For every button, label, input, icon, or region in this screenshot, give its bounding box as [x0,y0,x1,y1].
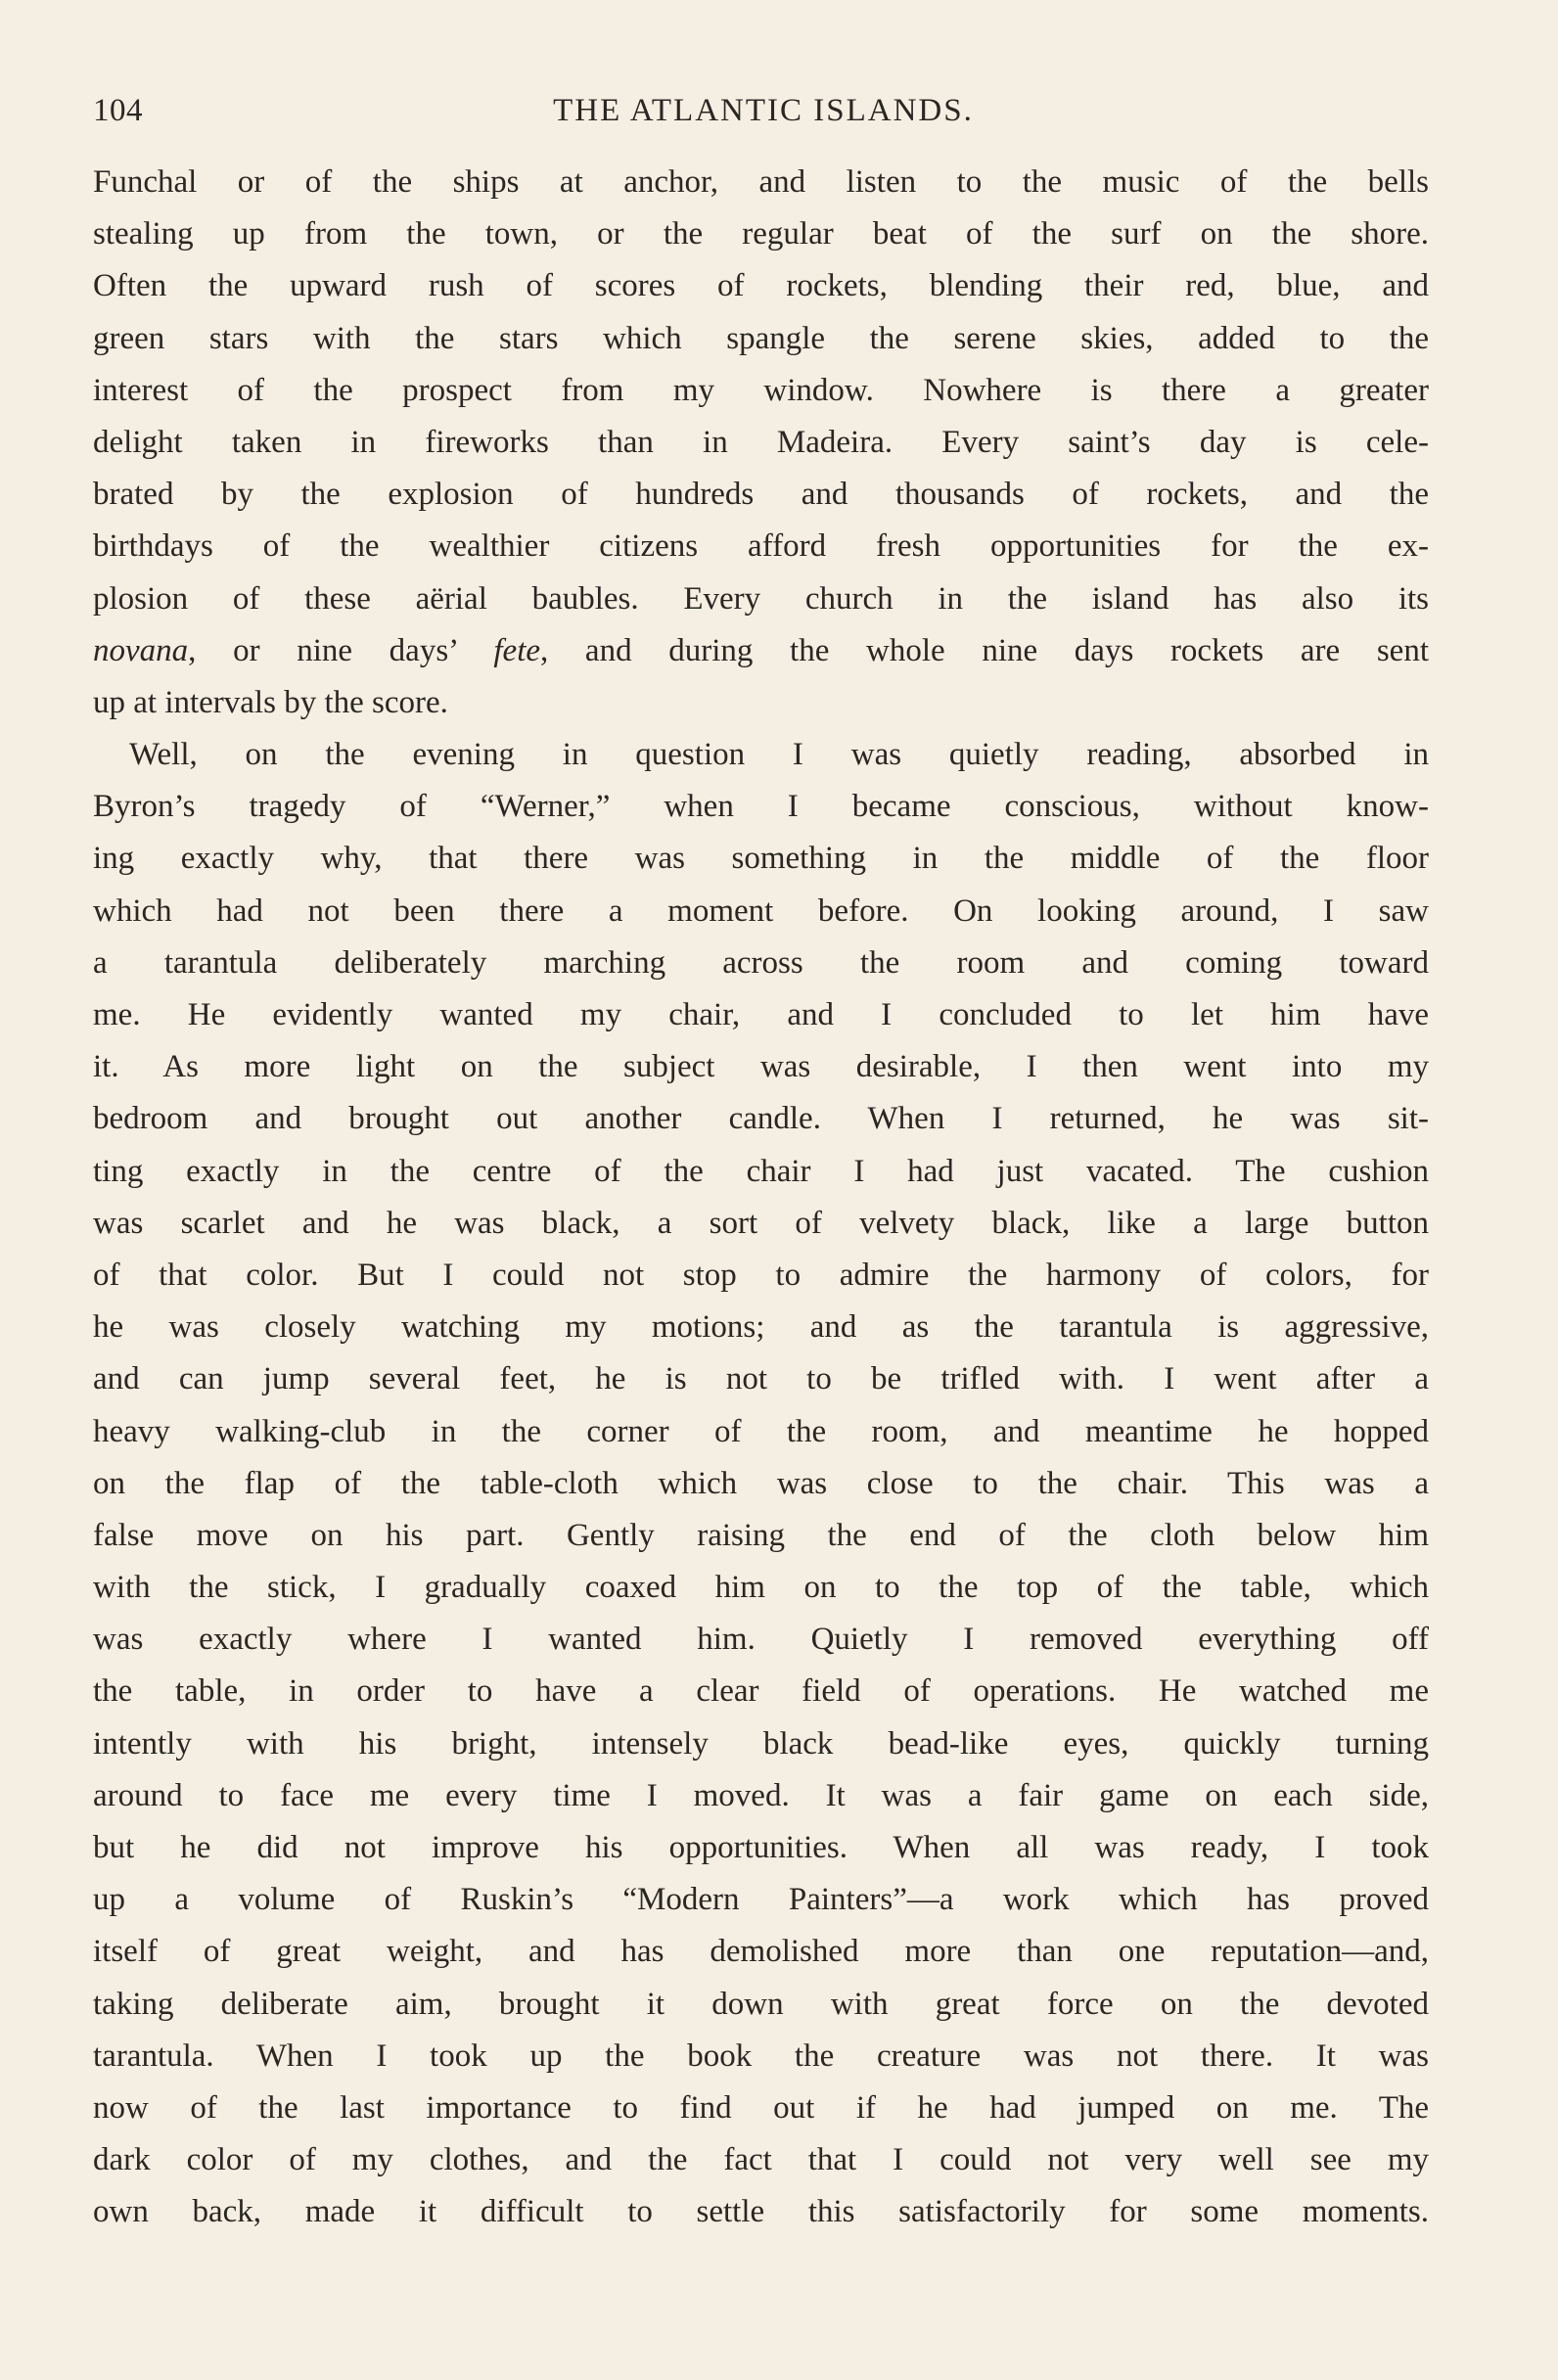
text-line: own back, made it difficult to settle this satisfactorily for some moments. [93,2194,1429,2230]
text-line: delight taken in fireworks than in Madeira. Every saint’s day is cele- [93,424,1429,460]
paragraph-start-line: Well, on the evening in question I was quietly reading, absorbed in [129,737,1429,773]
text-line: heavy walking-club in the corner of the room, and meantime he hopped [93,1413,1429,1449]
text-line: itself of great weight, and has demolished more than one reputation—and, [93,1934,1429,1970]
page-number: 104 [93,93,143,128]
text-line: stealing up from the town, or the regular beat of the surf on the shore. [93,216,1429,252]
running-head [93,93,1434,142]
text-line: plosion of these aërial baubles. Every church in the island has also its [93,580,1429,617]
text-segment: , and during the whole nine days rockets are sent [540,632,1429,668]
text-line: dark color of my clothes, and the fact that I could not very well see my [93,2142,1429,2178]
text-line: taking deliberate aim, brought it down with great force on the devoted [93,1986,1429,2022]
text-line: interest of the prospect from my window. Nowhere is there a greater [93,372,1429,408]
text-line: ting exactly in the centre of the chair I had just vacated. The cushion [93,1153,1429,1189]
text-line-with-italics [93,625,1429,677]
paragraph-end-line: up at intervals by the score. [93,684,448,720]
text-line: up a volume of Ruskin’s “Modern Painters”—a work which has proved [93,1882,1429,1918]
text-line: false move on his part. Gently raising the end of the cloth below him [93,1517,1429,1553]
text-line: but he did not improve his opportunities. When all was ready, I took [93,1830,1429,1865]
text-line: brated by the explosion of hundreds and thousands of rockets, and the [93,477,1429,513]
text-line: green stars with the stars which spangle the serene skies, added to the [93,320,1429,356]
body-text [93,157,1429,2239]
text-line: intently with his bright, intensely black bead-like eyes, quickly turning [93,1725,1429,1762]
text-line: with the stick, I gradually coaxed him on to the top of the table, which [93,1570,1429,1606]
text-segment: , or nine days’ [188,632,494,668]
text-line: he was closely watching my motions; and as the tarantula is aggressive, [93,1309,1429,1346]
text-line: Often the upward rush of scores of rockets, blending their red, blue, and [93,268,1429,304]
text-line: me. He evidently wanted my chair, and I concluded to let him have [93,997,1429,1032]
text-line: tarantula. When I took up the book the creature was not there. It was [93,2037,1429,2074]
text-line: bedroom and brought out another candle. When I returned, he was sit- [93,1101,1429,1137]
text-line: was scarlet and he was black, a sort of velvety black, like a large button [93,1205,1429,1241]
text-line: around to face me every time I moved. It was a fair game on each side, [93,1777,1429,1813]
text-line: which had not been there a moment before. On looking around, I saw [93,892,1429,929]
text-line: was exactly where I wanted him. Quietly I removed everything off [93,1622,1429,1658]
text-line: and can jump several feet, he is not to be trifled with. I went after a [93,1361,1429,1397]
text-line: ing exactly why, that there was something in the middle of the floor [93,841,1429,877]
text-line: it. As more light on the subject was desirable, I then went into my [93,1049,1429,1085]
text-line: now of the last importance to find out if he had jumped on me. The [93,2089,1429,2126]
italic-word-fete: fete [493,632,541,668]
running-title: THE ATLANTIC ISLANDS. [553,93,974,128]
text-line: Funchal or of the ships at anchor, and listen to the music of the bells [93,164,1429,200]
text-line: on the flap of the table-cloth which was close to the chair. This was a [93,1465,1429,1501]
text-line: of that color. But I could not stop to admire the harmony of colors, for [93,1257,1429,1293]
text-line: Byron’s tragedy of “Werner,” when I became conscious, without know- [93,789,1429,825]
italic-word-novana: novana [93,632,189,668]
text-line: a tarantula deliberately marching across the room and coming toward [93,944,1429,981]
text-line: the table, in order to have a clear field of operations. He watched me [93,1673,1429,1710]
text-line: birthdays of the wealthier citizens afford fresh opportunities for the ex- [93,528,1429,565]
